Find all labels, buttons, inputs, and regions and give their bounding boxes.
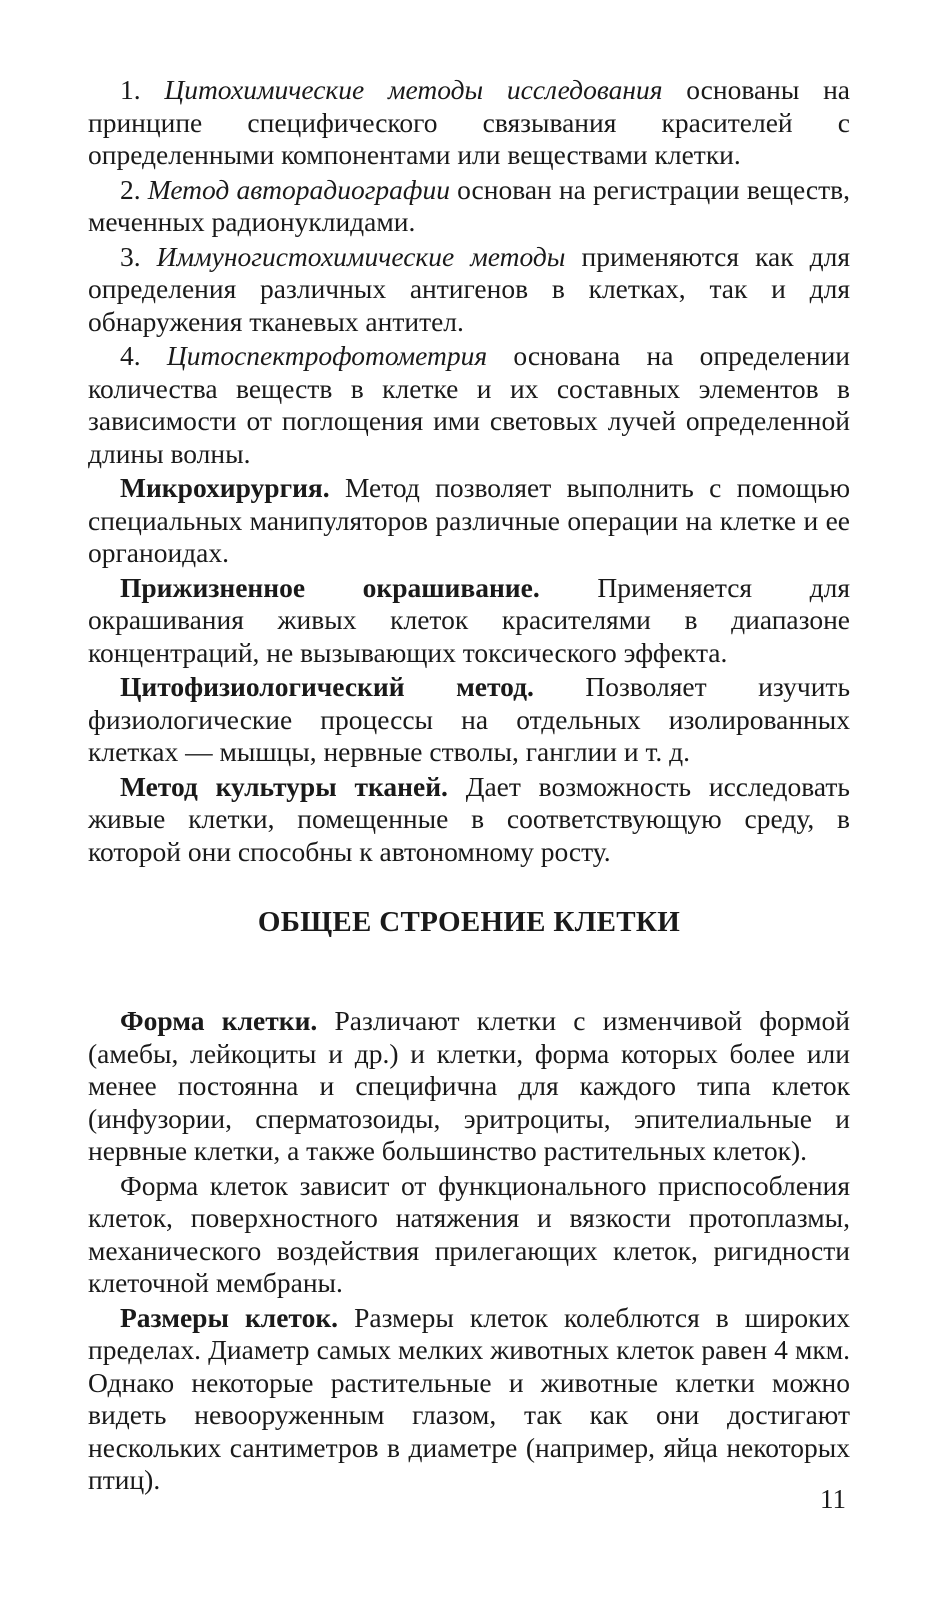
method-text: основан на регистрации веществ, меченных радионуклидами.: [88, 173, 851, 237]
technique-text: Метод позволяет выполнить с помощью специальных манипуляторов различные операции на клетке и ее органоидах.: [88, 472, 850, 568]
section-paragraph: [88, 1302, 850, 1497]
method-number: 3.: [120, 240, 141, 272]
technique-text: Применяется для окрашивания живых клеток красителями в диапазоне концентраций, не вызывающих токсического эффекта.: [88, 571, 850, 668]
technique-paragraph: [88, 472, 850, 570]
method-term: Цитоспектрофотометрия: [166, 340, 488, 371]
technique-term: Цитофизиологический метод.: [120, 671, 534, 702]
section-text: Форма клеток зависит от функционального приспособления клеток, поверхностного натяжения и вязкости протоплазмы, механического воздействия прилегающих клеток, ригидности клеточной мембраны.: [88, 1169, 850, 1298]
method-number: 1.: [120, 74, 141, 105]
method-paragraph: [88, 241, 850, 339]
technique-text: Позволяет изучить физиологические процессы на отдельных изолированных клетках — мышцы, нервные стволы, ганглии и т. д.: [88, 671, 850, 767]
method-text: основана на определении количества веществ в клетке и их составных элементов в зависимости от поглощения ими световых лучей определенной длины волны.: [88, 340, 850, 469]
technique-paragraph: [88, 671, 850, 769]
method-paragraph: [88, 340, 850, 470]
section-text: Размеры клеток колеблются в широких пределах. Диаметр самых мелких животных клеток равен 4 мкм. Однако некоторые растительные и животные клетки можно видеть невооруженным глазом, так как они достигают нескольких сантиметров в диаметре (например, яйца некоторых птиц).: [88, 1301, 850, 1495]
methods-block: [88, 74, 850, 868]
method-term: Цитохимические методы исследования: [164, 74, 663, 105]
method-number: 2.: [120, 173, 141, 205]
technique-term: Прижизненное окрашивание.: [120, 571, 540, 603]
method-text: применяются как для определения различных антигенов в клетках, так и для обнаружения тканевых антител.: [88, 240, 850, 337]
technique-text: Дает возможность исследовать живые клетки, помещенные в соответствующую среду, в которой они способны к автономному росту.: [88, 770, 850, 867]
technique-paragraph: [88, 771, 850, 869]
method-text: основаны на принципе специфического связывания красителей с определенными компонентами или веществами клетки.: [88, 74, 850, 170]
technique-term: Микрохирургия.: [120, 472, 330, 503]
technique-paragraph: [88, 572, 850, 670]
page-number: 11: [820, 1484, 846, 1514]
section-term: Размеры клеток.: [120, 1301, 339, 1333]
section-term: Форма клетки.: [120, 1005, 318, 1036]
section-title: ОБЩЕЕ СТРОЕНИЕ КЛЕТКИ: [257, 906, 681, 938]
method-number: 4.: [120, 340, 141, 371]
section-body: [88, 1005, 850, 1497]
method-paragraph: [88, 74, 850, 172]
method-term: Иммуногистохимические методы: [156, 240, 566, 272]
section-paragraph: [88, 1170, 850, 1300]
section-paragraph: [88, 1005, 850, 1168]
section-text: Различают клетки с изменчивой формой (амебы, лейкоциты и др.) и клетки, форма которых более или менее постоянна и специфична для каждого типа клеток (инфузории, сперматозоиды, эритроциты, эпителиальные и нервные клетки, а также большинство растительных клеток).: [88, 1005, 851, 1166]
method-paragraph: [88, 174, 850, 239]
method-term: Метод авторадиографии: [147, 173, 450, 205]
technique-term: Метод культуры тканей.: [120, 770, 448, 802]
